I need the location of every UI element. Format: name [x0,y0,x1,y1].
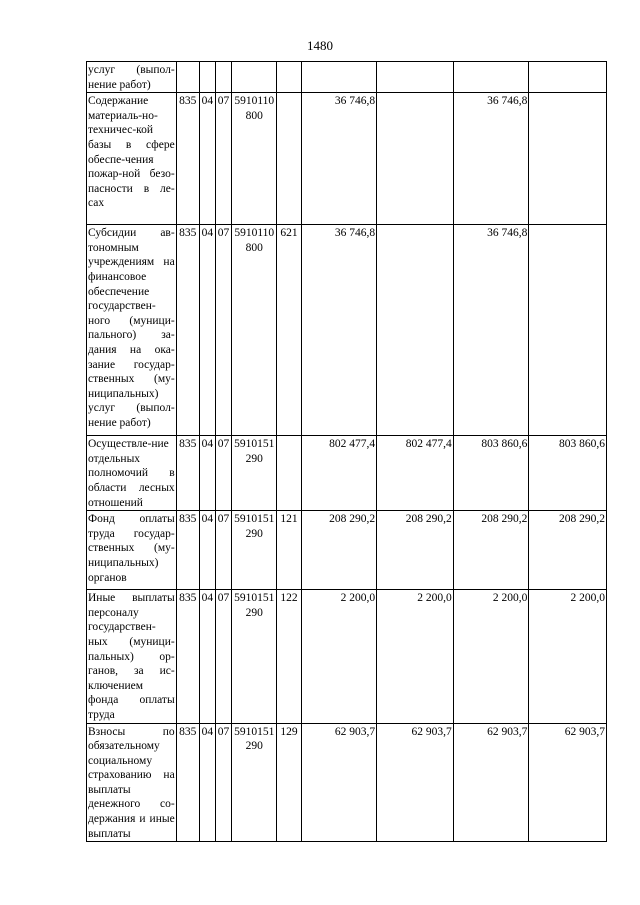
expense-type-code: 129 [277,723,301,842]
amount-2: 2 200,0 [377,590,454,723]
amount-4 [529,225,607,436]
amount-3: 803 860,6 [453,436,529,511]
amount-1: 2 200,0 [301,590,377,723]
row-name: Субсидии ав-тономным учреждениям на финансовое обеспечение государствен-ного (муници-пального) за-дания на ока-зание государ-ственных (му-ниципальных) услуг (выпол-нение работ) [87,225,177,436]
subsection-code [215,62,231,93]
subsection-code: 07 [215,590,231,723]
amount-2: 208 290,2 [377,511,454,590]
section-code [199,62,215,93]
amount-4: 208 290,2 [529,511,607,590]
section-code: 04 [199,436,215,511]
amount-3: 36 746,8 [453,225,529,436]
table-row [87,590,607,723]
target-article-code: 5910151290 [232,511,277,590]
amount-3: 208 290,2 [453,511,529,590]
page-number: 1480 [307,38,333,53]
expense-type-code: 122 [277,590,301,723]
amount-2 [377,225,454,436]
ministry-code: 835 [176,590,199,723]
ministry-code [176,62,199,93]
amount-1: 62 903,7 [301,723,377,842]
target-article-code [232,62,277,93]
ministry-code: 835 [176,436,199,511]
row-name: Иные выплаты персоналу государствен-ных (муници-пальных) ор-ганов, за ис-ключением фонда оплаты труда [87,590,177,723]
target-article-code: 5910151290 [232,723,277,842]
row-name: Взносы по обязательному социальному страхованию на выплаты денежного со-держания и иные выплаты [87,723,177,842]
expense-type-code [277,62,301,93]
amount-1 [301,62,377,93]
expense-type-code: 621 [277,225,301,436]
subsection-code: 07 [215,436,231,511]
subsection-code: 07 [215,723,231,842]
amount-1: 36 746,8 [301,93,377,225]
amount-4: 803 860,6 [529,436,607,511]
table-row [87,93,607,225]
section-code: 04 [199,225,215,436]
section-code: 04 [199,93,215,225]
subsection-code: 07 [215,93,231,225]
amount-4 [529,93,607,225]
section-code: 04 [199,723,215,842]
subsection-code: 07 [215,225,231,436]
budget-table [86,61,607,842]
amount-2 [377,62,454,93]
amount-4 [529,62,607,93]
row-name: Содержание материаль-но-техничес-кой базы в сфере обеспе-чения пожар-ной безо-пасности в ле-сах [87,93,177,225]
target-article-code: 5910151290 [232,590,277,723]
amount-1: 802 477,4 [301,436,377,511]
amount-2: 62 903,7 [377,723,454,842]
target-article-code: 5910110800 [232,93,277,225]
ministry-code: 835 [176,723,199,842]
row-name: Осуществле-ние отдельных полномочий в области лесных отношений [87,436,177,511]
section-code: 04 [199,590,215,723]
expense-type-code [277,93,301,225]
amount-2: 802 477,4 [377,436,454,511]
amount-2 [377,93,454,225]
table-row [87,511,607,590]
row-name: Фонд оплаты труда государ-ственных (му-ниципальных) органов [87,511,177,590]
section-code: 04 [199,511,215,590]
amount-4: 62 903,7 [529,723,607,842]
target-article-code: 5910151290 [232,436,277,511]
target-article-code: 5910110800 [232,225,277,436]
ministry-code: 835 [176,511,199,590]
amount-1: 208 290,2 [301,511,377,590]
table-row [87,723,607,842]
expense-type-code [277,436,301,511]
ministry-code: 835 [176,93,199,225]
ministry-code: 835 [176,225,199,436]
amount-3: 62 903,7 [453,723,529,842]
expense-type-code: 121 [277,511,301,590]
amount-3 [453,62,529,93]
subsection-code: 07 [215,511,231,590]
table-row [87,225,607,436]
table-row [87,62,607,93]
amount-3: 2 200,0 [453,590,529,723]
amount-4: 2 200,0 [529,590,607,723]
table-row [87,436,607,511]
amount-3: 36 746,8 [453,93,529,225]
row-name: услуг (выпол- нение работ) [87,62,177,93]
amount-1: 36 746,8 [301,225,377,436]
